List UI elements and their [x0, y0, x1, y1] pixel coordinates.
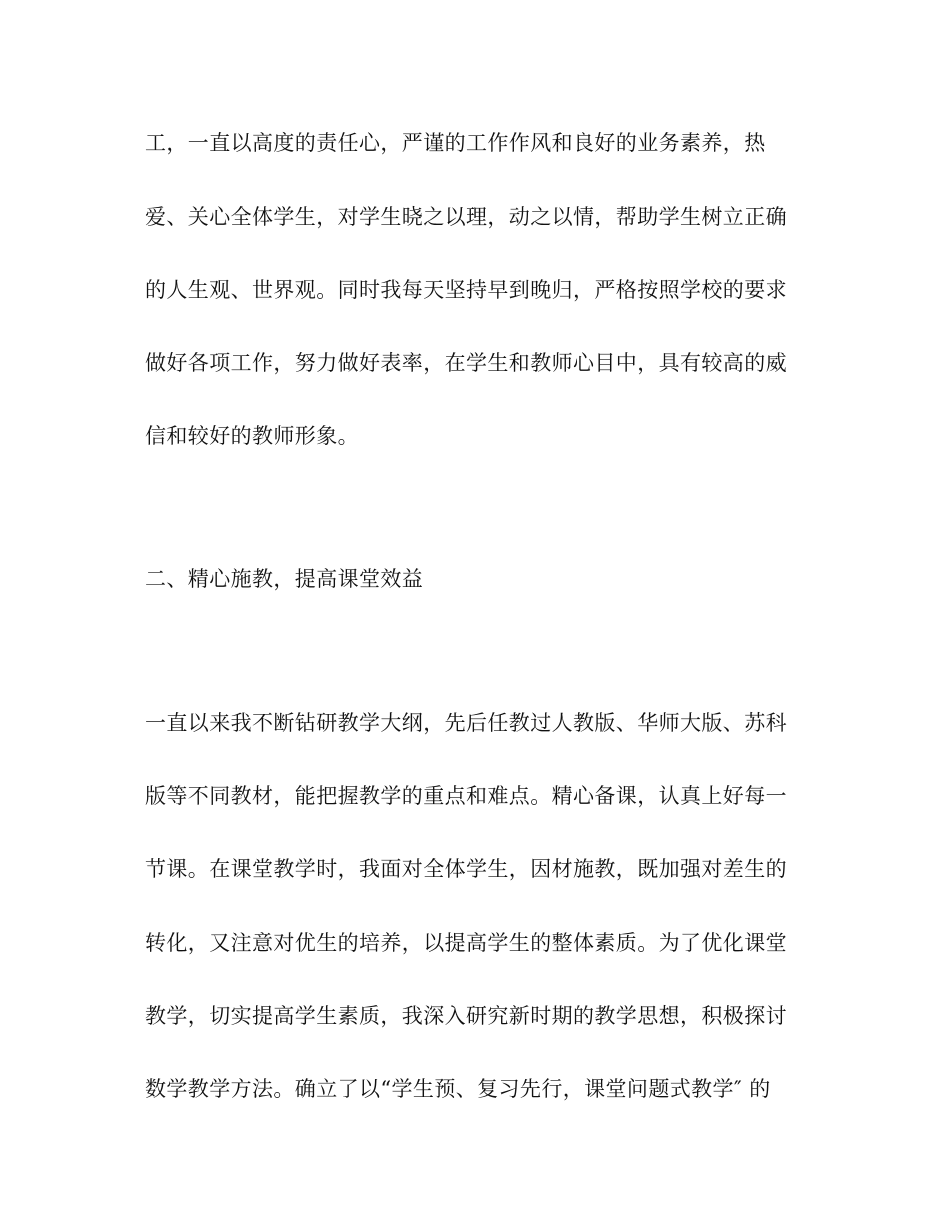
- paragraph2-line-3: 节课。在课堂教学时，我面对全体学生，因材施教，既加强对差生的: [145, 857, 787, 881]
- paragraph1-line-3: 的人生观、世界观。同时我每天坚持早到晚归，严格按照学校的要求: [145, 278, 787, 302]
- section-heading: 二、精心施教，提高课堂效益: [145, 567, 424, 591]
- paragraph1-line-4: 做好各项工作，努力做好表率，在学生和教师心目中，具有较高的威: [145, 351, 787, 375]
- paragraph2-line-6: 数学教学方法。确立了以“学生预、复习先行，课堂问题式教学″ 的: [145, 1077, 771, 1101]
- paragraph1-line-2: 爱、关心全体学生，对学生晓之以理，动之以情，帮助学生树立正确: [145, 205, 787, 229]
- paragraph2-line-5: 教学，切实提高学生素质，我深入研究新时期的教学思想，积极探讨: [145, 1004, 787, 1028]
- paragraph2-line-2: 版等不同教材，能把握教学的重点和难点。精心备课，认真上好每一: [145, 784, 787, 808]
- paragraph1-line-1: 工，一直以高度的责任心，严谨的工作作风和良好的业务素养，热: [145, 131, 766, 155]
- paragraph1-line-5: 信和较好的教师形象。: [145, 424, 359, 448]
- paragraph2-line-4: 转化，又注意对优生的培养，以提高学生的整体素质。为了优化课堂: [145, 931, 787, 955]
- paragraph2-line-1: 一直以来我不断钻研教学大纲，先后任教过人教版、华师大版、苏科: [145, 711, 787, 735]
